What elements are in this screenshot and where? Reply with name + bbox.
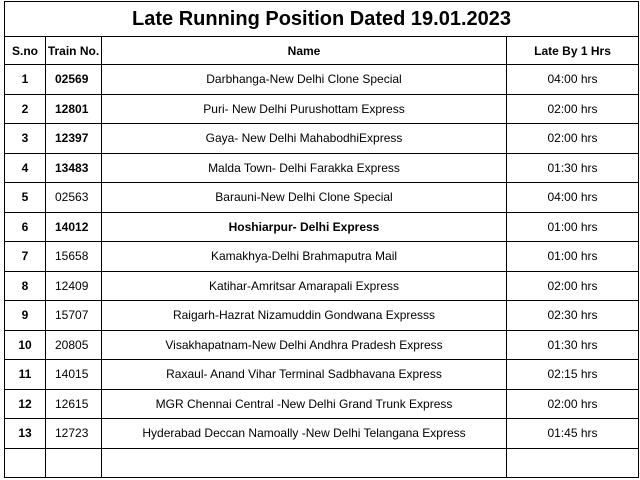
cell-sno: 7 (5, 242, 46, 272)
cell-late: 01:30 hrs (507, 330, 639, 360)
cell-late: 04:00 hrs (507, 65, 639, 95)
cell-late: 02:15 hrs (507, 360, 639, 390)
cell-train-no: 02563 (46, 183, 102, 213)
cell-late: 02:00 hrs (507, 389, 639, 419)
table-row (5, 94, 639, 124)
table-row (5, 389, 639, 419)
cell-late: 02:30 hrs (507, 301, 639, 331)
cell-late: 04:00 hrs (507, 183, 639, 213)
cell-name: Puri- New Delhi Purushottam Express (102, 94, 507, 124)
cell-late: 02:00 hrs (507, 124, 639, 154)
cell-train-no: 13483 (46, 153, 102, 183)
cell-late: 02:00 hrs (507, 271, 639, 301)
cell-name: MGR Chennai Central -New Delhi Grand Trunk Express (102, 389, 507, 419)
cell-train-no: 12615 (46, 389, 102, 419)
table-row (5, 124, 639, 154)
empty-cell (46, 448, 102, 477)
cell-train-no: 14015 (46, 360, 102, 390)
cell-late: 01:45 hrs (507, 419, 639, 449)
empty-row (5, 448, 639, 477)
cell-name: Visakhapatnam-New Delhi Andhra Pradesh Express (102, 330, 507, 360)
table-row (5, 419, 639, 449)
cell-sno: 4 (5, 153, 46, 183)
column-header-name: Name (102, 37, 507, 65)
empty-cell (102, 448, 507, 477)
cell-train-no: 15658 (46, 242, 102, 272)
cell-train-no: 12409 (46, 271, 102, 301)
late-running-table (4, 1, 639, 478)
table-row (5, 330, 639, 360)
cell-name: Kamakhya-Delhi Brahmaputra Mail (102, 242, 507, 272)
table-row (5, 271, 639, 301)
cell-name: Gaya- New Delhi MahabodhiExpress (102, 124, 507, 154)
cell-name: Hoshiarpur- Delhi Express (102, 212, 507, 242)
table-row (5, 360, 639, 390)
cell-sno: 13 (5, 419, 46, 449)
cell-sno: 8 (5, 271, 46, 301)
column-header-late-by: Late By 1 Hrs (507, 37, 639, 65)
cell-train-no: 20805 (46, 330, 102, 360)
cell-sno: 1 (5, 65, 46, 95)
cell-train-no: 12397 (46, 124, 102, 154)
cell-train-no: 12723 (46, 419, 102, 449)
cell-train-no: 14012 (46, 212, 102, 242)
cell-name: Barauni-New Delhi Clone Special (102, 183, 507, 213)
cell-name: Darbhanga-New Delhi Clone Special (102, 65, 507, 95)
column-header-sno: S.no (5, 37, 46, 65)
cell-sno: 3 (5, 124, 46, 154)
empty-cell (5, 448, 46, 477)
table-row (5, 65, 639, 95)
cell-late: 01:30 hrs (507, 153, 639, 183)
cell-sno: 6 (5, 212, 46, 242)
cell-sno: 12 (5, 389, 46, 419)
column-header-train-no: Train No. (46, 37, 102, 65)
table-row (5, 212, 639, 242)
cell-sno: 11 (5, 360, 46, 390)
cell-late: 01:00 hrs (507, 212, 639, 242)
cell-train-no: 15707 (46, 301, 102, 331)
table-row (5, 242, 639, 272)
cell-name: Raxaul- Anand Vihar Terminal Sadbhavana Express (102, 360, 507, 390)
cell-sno: 9 (5, 301, 46, 331)
table-title: Late Running Position Dated 19.01.2023 (5, 2, 639, 37)
table-row (5, 153, 639, 183)
cell-name: Malda Town- Delhi Farakka Express (102, 153, 507, 183)
cell-late: 01:00 hrs (507, 242, 639, 272)
cell-train-no: 12801 (46, 94, 102, 124)
table-row (5, 301, 639, 331)
cell-sno: 5 (5, 183, 46, 213)
cell-late: 02:00 hrs (507, 94, 639, 124)
cell-name: Katihar-Amritsar Amarapali Express (102, 271, 507, 301)
cell-train-no: 02569 (46, 65, 102, 95)
cell-sno: 10 (5, 330, 46, 360)
cell-name: Raigarh-Hazrat Nizamuddin Gondwana Expresss (102, 301, 507, 331)
header-row (5, 37, 639, 65)
cell-sno: 2 (5, 94, 46, 124)
table-row (5, 183, 639, 213)
empty-cell (507, 448, 639, 477)
cell-name: Hyderabad Deccan Namoally -New Delhi Telangana Express (102, 419, 507, 449)
